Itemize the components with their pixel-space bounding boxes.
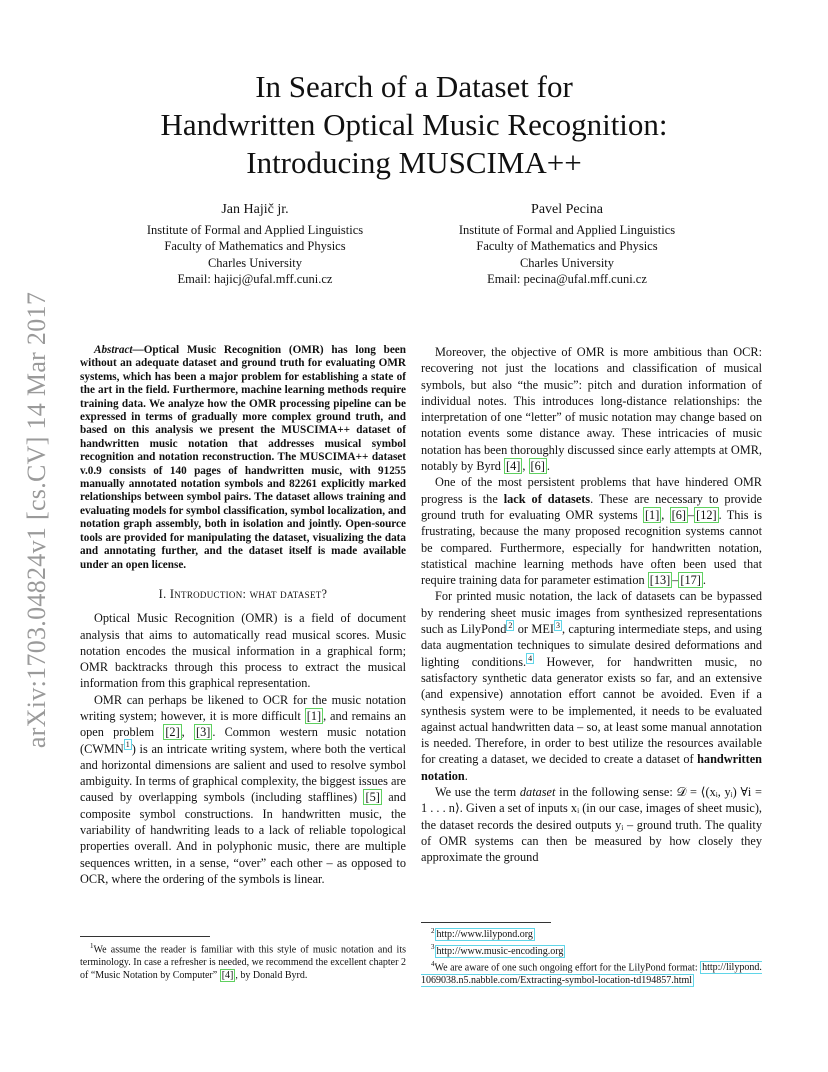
paragraph: We use the term dataset in the following sense: 𝒟 = ⟨(xᵢ, yᵢ) ∀i = 1 . . . n⟩. Given a set of inputs xᵢ (in our case, images of sheet music), the dataset records the desired outputs yᵢ – ground truth. The quality of OMR systems can then be measured by how closely they approximate the ground [421, 785, 762, 865]
author-affiliation: Charles University [519, 255, 615, 270]
title-line-1: In Search of a Dataset for [255, 69, 573, 104]
paragraph: One of the most persistent problems that have hindered OMR progress is the lack of datasets. These are necessary to provide ground truth for evaluating OMR systems [1] , [6] – [12] . This is frustrating, because the many proposed recognition systems cannot be compared. Furthermore, especially for handwritten notation, statistical machine learning methods have often been used that require training data for parameter estimation [13] – [17] . [421, 475, 762, 588]
footnote: $^2$ http://www.lilypond.org [431, 927, 533, 941]
author-name: Jan Hajič jr. [221, 202, 289, 217]
abstract-label: Abstract [94, 344, 133, 356]
footnote-rule [80, 936, 210, 937]
abstract-text: —Optical Music Recognition (OMR) has long been without an adequate dataset and ground truth for evaluating OMR systems, which has been a major problem for establishing a state of the art in the field. Furthermore, machine learning methods require training data. We analyze how the OMR processing pipeline can be expressed in terms of gradually more complex ground truth, and based on this analysis we present the MUSCIMA++ dataset of handwritten music notation that addresses musical symbol recognition and notation reconstruction. The MUSCIMA++ dataset v.0.9 consists of 140 pages of handwritten music, with 91255 manually annotated notation symbols and 82261 explicitly marked relationships between symbol pairs. The dataset allows training and evaluating models for symbol classification, symbol localization, and notation graph assembly, both in isolation and jointly. Open-source tools are provided for manipulating the dataset, visualizing the data and annotating further, and the dataset itself is made available under an open license. [80, 344, 406, 571]
footnote: $^1$We assume the reader is familiar with this style of music notation and its terminology. In case a refresher is needed, we recommend the excellent chapter 2 of “Music Notation by Computer” [4] , by Donald Byrd. [80, 942, 406, 981]
footnote-link[interactable]: 3 [555, 620, 560, 630]
emphasis: lack of datasets [503, 491, 591, 506]
author-block-1 [105, 202, 405, 288]
citation-link[interactable]: [1] [306, 708, 322, 723]
citation-link[interactable]: [6] [671, 507, 686, 522]
footnote-link[interactable]: 2 [508, 620, 513, 630]
citation-link[interactable]: [4] [221, 969, 234, 981]
citation-link[interactable]: [5] [365, 790, 380, 805]
left-column [80, 344, 406, 887]
emphasis: dataset [519, 785, 556, 800]
url-link[interactable]: http://lilypond.1069038.n5.nabble.com/Extracting-symbol-location-td194857.html [421, 961, 762, 986]
author-email: Email: hajicj@ufal.mff.cuni.cz [177, 272, 333, 286]
citation-link[interactable]: [17] [680, 573, 701, 588]
title-line-2: Handwritten Optical Music Recognition: [160, 107, 668, 142]
author-email: Email: pecina@ufal.mff.cuni.cz [487, 272, 647, 286]
author-affiliation: Faculty of Mathematics and Physics [476, 239, 658, 253]
author-affiliation: Institute of Formal and Applied Linguistics [458, 222, 676, 237]
title-line-3: Introducing MUSCIMA++ [246, 145, 582, 180]
citation-link[interactable]: [4] [506, 459, 521, 474]
footnote-rule [421, 922, 551, 923]
author-affiliation: Institute of Formal and Applied Linguistics [146, 222, 364, 237]
section-heading: I. Introduction: what dataset? [158, 586, 328, 601]
author-affiliation: Charles University [207, 255, 303, 270]
author-affiliation: Faculty of Mathematics and Physics [164, 239, 346, 253]
author-name: Pavel Pecina [531, 202, 603, 217]
footnote: $^4$We are aware of one such ongoing effort for the LilyPond format: http://lilypond.1069038.n5.nabble.com/Extracting-symbol-location-td194857.html [421, 959, 762, 986]
citation-link[interactable]: [1] [644, 507, 660, 522]
paragraph: For printed music notation, the lack of datasets can be bypassed by rendering sheet music images from synthesized representations such as LilyPond $^2$ or MEI $^3$ , capturing intermediate steps, and using data augmentation techniques to simulate desired deformations and lighting conditions. $^4$ However, for handwritten music, no satisfactory synthetic data generator exists so far, and an extensive (and expensive) annotation effort cannot be avoided. Even if a synthesis system were to be implemented, it needs to be evaluated against actual handwritten data – so, at least some manual annotation is needed. Therefore, in order to best utilize the resources available for creating a dataset, we decided to create a dataset of handwritten notation. [421, 589, 762, 783]
citation-link[interactable]: [12] [696, 507, 717, 522]
paper-title [0, 68, 828, 182]
citation-link[interactable]: [2] [165, 725, 180, 740]
footnote: $^3$ http://www.music-encoding.org [431, 943, 564, 957]
footnote-link[interactable]: 4 [528, 653, 533, 663]
footnote-link[interactable]: 1 [125, 740, 130, 750]
footnotes-left [80, 936, 406, 982]
paragraph: OMR can perhaps be likened to OCR for the music notation writing system; however, it is more difficult [1] , and remains an open problem [2] , [3] . Common western music notation (CWMN $^1$ ) is an intricate writing system, where both the vertical and horizontal dimensions are salient and used to resolve symbol ambiguity. In terms of graphical complexity, the biggest issues are caused by overlapping symbols (including stafflines) [5] and composite symbol constructions. In handwritten music, the variability of handwriting leads to a lack of reliable topological properties overall. And in polyphonic music, there are multiple sequences written, in a sense, “over” each other – as opposed to OCR, where the ordering of the symbols is linear. [80, 692, 406, 886]
citation-link[interactable]: [3] [195, 725, 211, 740]
arxiv-identifier-stamp: arXiv:1703.04824v1 [cs.CV] 14 Mar 2017 [22, 291, 51, 749]
emphasis: handwritten notation [421, 752, 762, 783]
url-link[interactable]: http://www.music-encoding.org [436, 945, 564, 957]
citation-link[interactable]: [6] [530, 459, 545, 474]
paragraph: Moreover, the objective of OMR is more ambitious than OCR: recovering not just the locations and classification of musical symbols, but also “the music”: pitch and duration information of individual notes. This introduces long-distance relationships: the interpretation of one “letter” of music notation may change based on notation events some distance away. These intricacies of music notation has been thoroughly discussed since early attempts at OMR, notably by Byrd [4] , [6] . [421, 345, 762, 474]
abstract [80, 344, 406, 572]
paragraph: Optical Music Recognition (OMR) is a field of document analysis that aims to automatically read musical scores. Music notation encodes the musical information in a graphical form; OMR backtracks through this process to extract the musical information from this graphical representation. [80, 611, 406, 691]
author-block-2 [417, 202, 717, 288]
footnotes-right [421, 922, 762, 987]
url-link[interactable]: http://www.lilypond.org [436, 929, 533, 941]
right-column [421, 344, 762, 866]
citation-link[interactable]: [13] [649, 573, 671, 588]
